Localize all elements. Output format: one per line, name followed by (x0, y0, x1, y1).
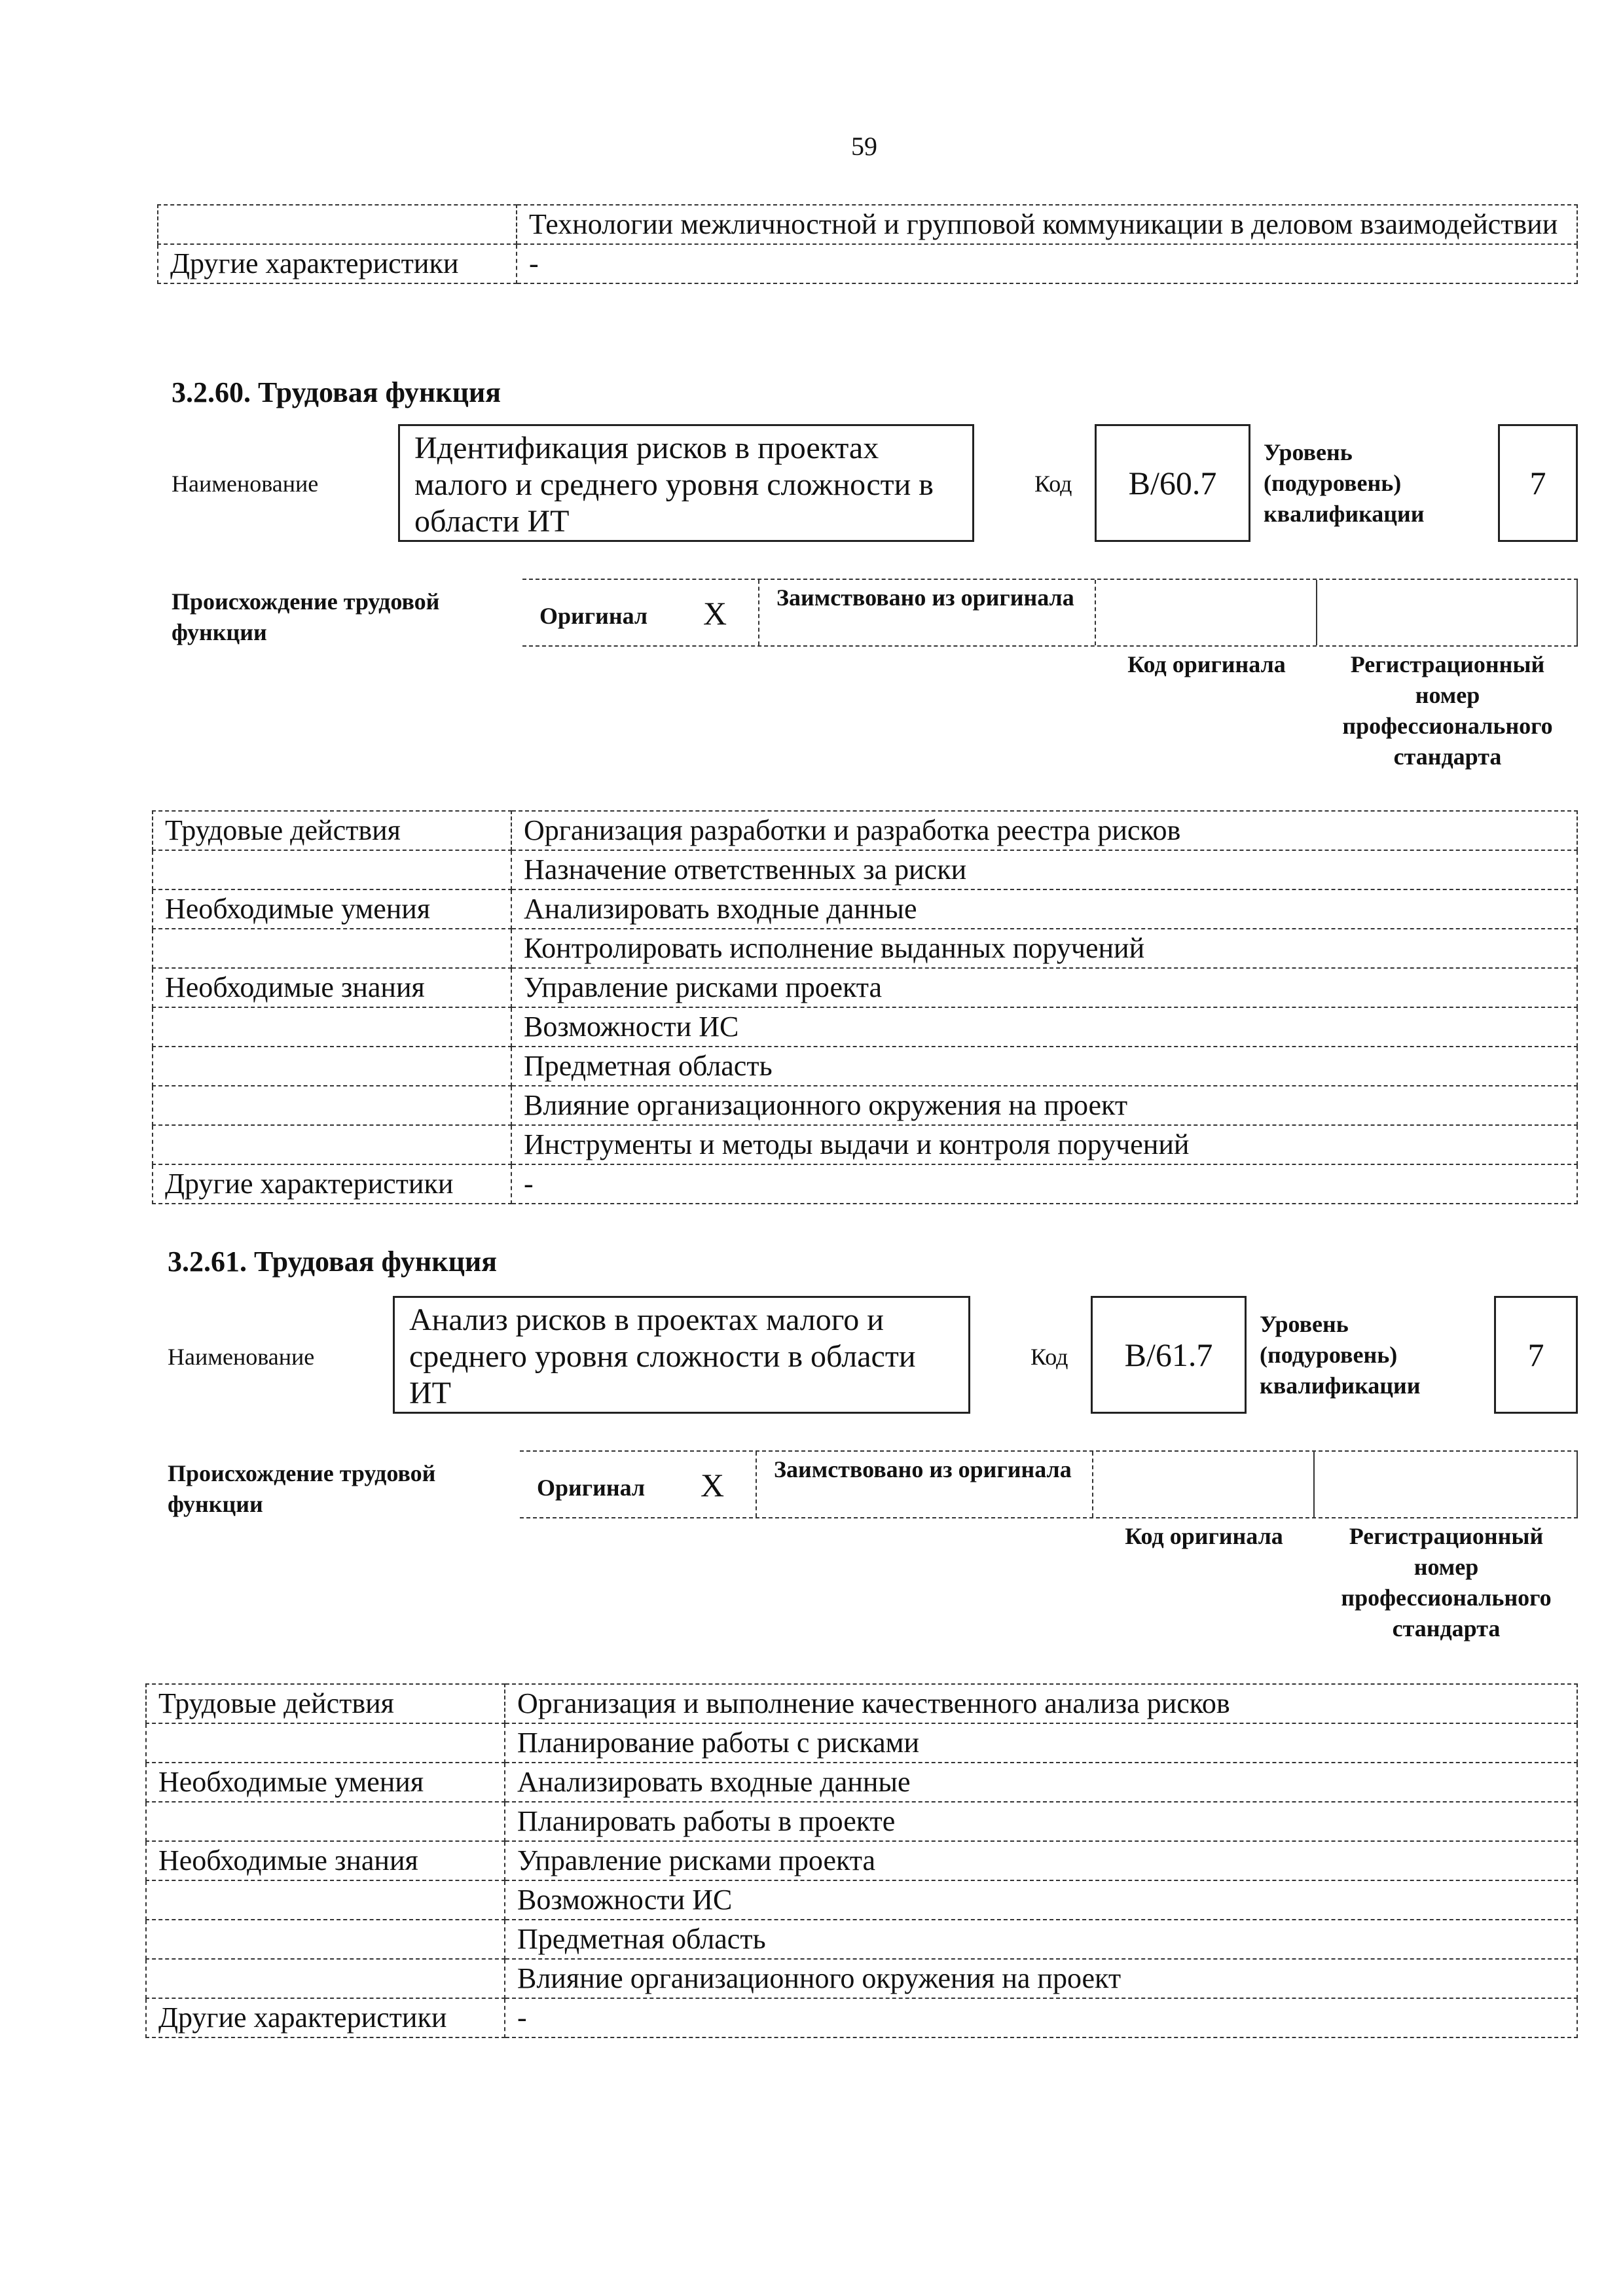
row-value: Влияние организационного окружения на проект (505, 1959, 1577, 1998)
reg-number-label: Регистрационный номер профессионального стандарта (1342, 651, 1553, 770)
top-table (157, 204, 1578, 284)
table-row (146, 1684, 1577, 1723)
row-value: Организация и выполнение качественного анализа рисков (505, 1684, 1577, 1723)
reg-number-cell (1317, 580, 1577, 645)
row-value: Возможности ИС (505, 1880, 1577, 1920)
row-value: Анализировать входные данные (511, 889, 1577, 929)
row-value: Планировать работы в проекте (505, 1802, 1577, 1841)
row-value: Предметная область (505, 1920, 1577, 1959)
code-value-box: B/61.7 (1091, 1296, 1247, 1414)
table-row (153, 929, 1577, 968)
row-value: Контролировать исполнение выданных поручений (511, 929, 1577, 968)
table-row (153, 1125, 1577, 1164)
table-row (153, 1047, 1577, 1086)
table-row (153, 1086, 1577, 1125)
row-label (153, 1047, 511, 1086)
code-original-cell (1096, 580, 1317, 645)
row-label: Трудовые действия (153, 811, 511, 850)
origin-borrowed-label: Заимствовано из оригинала (774, 1456, 1072, 1482)
row-label (146, 1723, 505, 1763)
origin-borrowed-label: Заимствовано из оригинала (776, 584, 1074, 611)
origin-original-label: Оригинал (537, 1475, 646, 1501)
level-value-box: 7 (1498, 424, 1578, 542)
row-label (153, 1125, 511, 1164)
row-value: Управление рисками проекта (511, 968, 1577, 1007)
section-title: 3.2.60. Трудовая функция (172, 376, 501, 408)
row-value: Организация разработки и разработка реестра рисков (511, 811, 1577, 850)
code-original-cell (1093, 1452, 1315, 1517)
origin-mark: X (703, 595, 727, 632)
table-row (146, 1802, 1577, 1841)
level-label: Уровень (подуровень) квалификации (1260, 1311, 1421, 1399)
row-value: - (505, 1998, 1577, 2037)
level-label: Уровень (подуровень) квалификации (1264, 439, 1425, 527)
level-value-box: 7 (1494, 1296, 1578, 1414)
name-label: Наименование (168, 1344, 315, 1370)
table-row (146, 1998, 1577, 2037)
row-value: Анализировать входные данные (505, 1763, 1577, 1802)
row-label (146, 1880, 505, 1920)
row-value: - (517, 244, 1577, 283)
code-original-label: Код оригинала (1127, 651, 1286, 677)
section-title: 3.2.61. Трудовая функция (168, 1246, 498, 1278)
code-label: Код (1030, 1344, 1068, 1370)
name-label: Наименование (172, 471, 319, 497)
row-label: Другие характеристики (158, 244, 517, 283)
row-value: Планирование работы с рисками (505, 1723, 1577, 1763)
row-label (146, 1959, 505, 1998)
row-value: Возможности ИС (511, 1007, 1577, 1047)
table-row (158, 244, 1577, 283)
row-value: Управление рисками проекта (505, 1841, 1577, 1880)
row-value: Влияние организационного окружения на проект (511, 1086, 1577, 1125)
row-value: Технологии межличностной и групповой коммуникации в деловом взаимодействии (517, 205, 1577, 244)
table-row (158, 205, 1577, 244)
row-value: Инструменты и методы выдачи и контроля поручений (511, 1125, 1577, 1164)
code-original-label: Код оригинала (1125, 1523, 1283, 1549)
table-row (153, 1007, 1577, 1047)
row-label (146, 1920, 505, 1959)
origin-mark: X (701, 1467, 725, 1503)
reg-number-label: Регистрационный номер профессионального стандарта (1341, 1523, 1552, 1641)
table-row (153, 811, 1577, 850)
page-number: 59 (851, 132, 877, 161)
table-row (153, 850, 1577, 889)
row-label: Необходимые знания (153, 968, 511, 1007)
row-label: Необходимые умения (153, 889, 511, 929)
table-row (146, 1723, 1577, 1763)
origin-row (520, 1450, 1578, 1518)
row-label (146, 1802, 505, 1841)
row-label (158, 205, 517, 244)
row-label: Трудовые действия (146, 1684, 505, 1723)
origin-label: Происхождение трудовой функции (168, 1460, 436, 1517)
origin-original-label: Оригинал (539, 603, 648, 629)
table-row (146, 1880, 1577, 1920)
table-row (153, 968, 1577, 1007)
function-name-box: Идентификация рисков в проектах малого и среднего уровня сложности в области ИТ (398, 424, 974, 542)
section-table (145, 1683, 1578, 2038)
row-label: Необходимые знания (146, 1841, 505, 1880)
section-table (152, 810, 1578, 1204)
table-row (153, 889, 1577, 929)
table-row (146, 1959, 1577, 1998)
row-label: Необходимые умения (146, 1763, 505, 1802)
reg-number-cell (1315, 1452, 1577, 1517)
row-label (153, 929, 511, 968)
row-label: Другие характеристики (146, 1998, 505, 2037)
function-name-box: Анализ рисков в проектах малого и среднего уровня сложности в области ИТ (393, 1296, 970, 1414)
table-row (146, 1763, 1577, 1802)
row-label (153, 850, 511, 889)
table-row (146, 1920, 1577, 1959)
row-value: Предметная область (511, 1047, 1577, 1086)
origin-row (522, 579, 1578, 647)
row-value: - (511, 1164, 1577, 1204)
row-label: Другие характеристики (153, 1164, 511, 1204)
row-label (153, 1007, 511, 1047)
table-row (153, 1164, 1577, 1204)
table-row (146, 1841, 1577, 1880)
row-label (153, 1086, 511, 1125)
code-label: Код (1034, 471, 1072, 497)
origin-label: Происхождение трудовой функции (172, 588, 440, 645)
row-value: Назначение ответственных за риски (511, 850, 1577, 889)
code-value-box: B/60.7 (1095, 424, 1250, 542)
